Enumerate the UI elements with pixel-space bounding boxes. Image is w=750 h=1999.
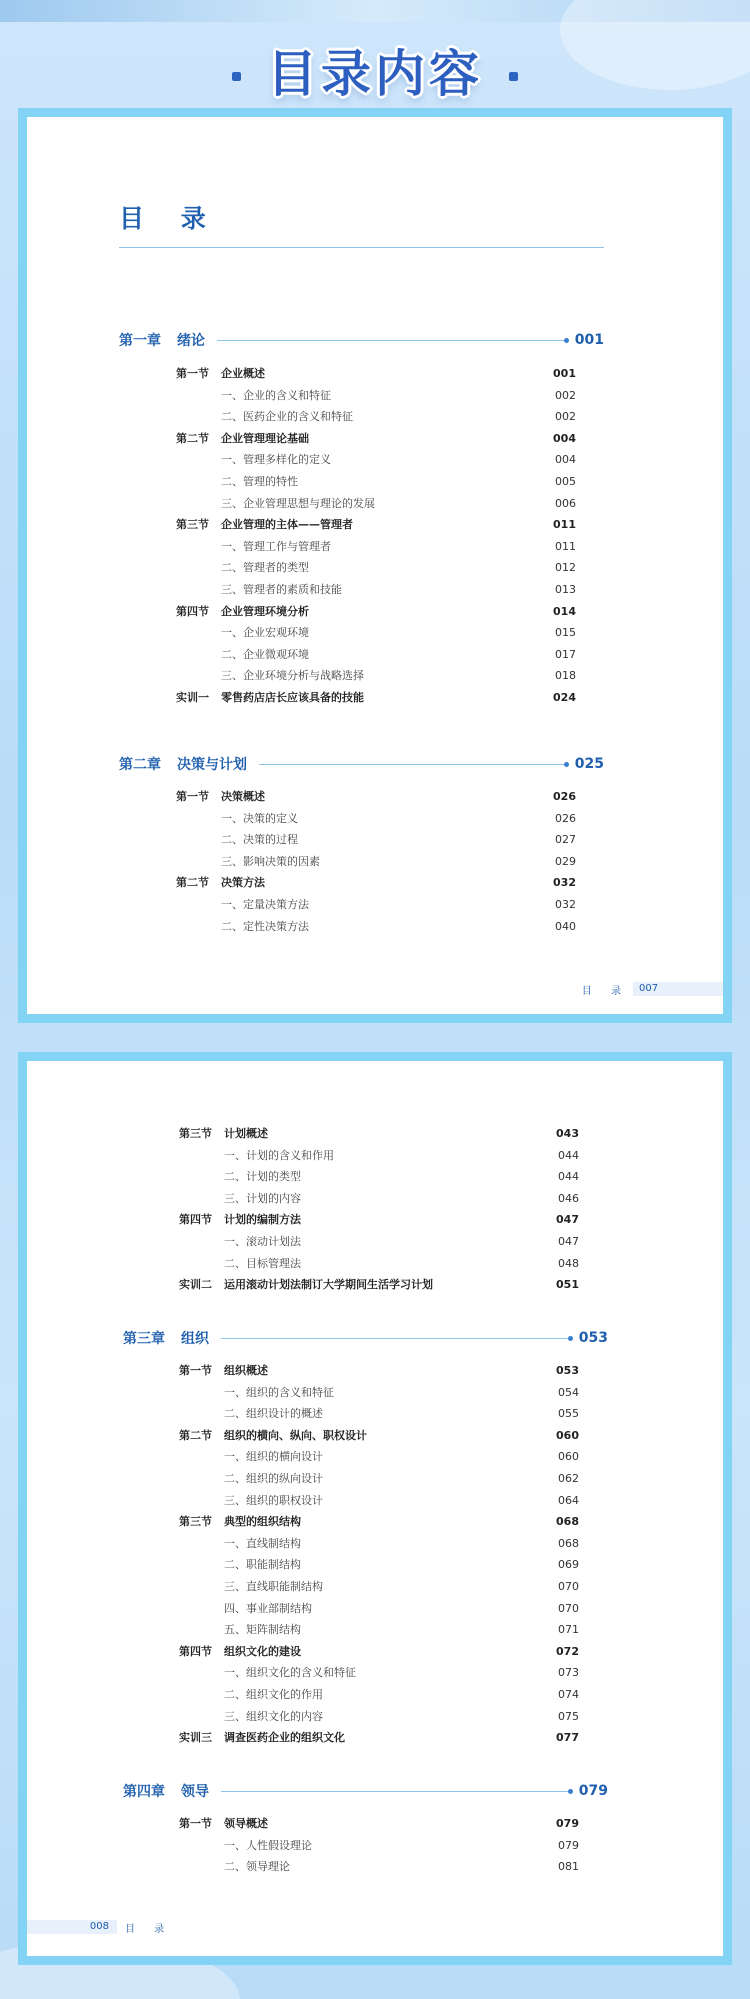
entry-title: 一、人性假设理论 bbox=[224, 1838, 312, 1852]
entry-title: 一、管理工作与管理者 bbox=[221, 539, 331, 553]
entry-list bbox=[179, 1813, 579, 1878]
entry-title: 四、事业部制结构 bbox=[224, 1601, 312, 1615]
footer-page-number: 008 bbox=[27, 1920, 117, 1934]
entry-list bbox=[179, 1360, 579, 1749]
entry-page-number: 015 bbox=[555, 626, 576, 640]
entry-page-number: 079 bbox=[556, 1817, 579, 1830]
chapter-leader-line bbox=[221, 1791, 568, 1792]
toc-subsection-row bbox=[176, 536, 576, 558]
toc-subsection-row bbox=[176, 579, 576, 601]
chapter-page-number: 053 bbox=[578, 1330, 608, 1346]
toc-section-row bbox=[176, 514, 576, 536]
toc-subsection-row bbox=[179, 1684, 579, 1706]
entry-page-number: 071 bbox=[558, 1623, 579, 1637]
entry-label: 第三节 bbox=[179, 1515, 212, 1529]
entry-page-number: 002 bbox=[555, 388, 576, 402]
entry-page-number: 062 bbox=[558, 1471, 579, 1485]
entry-title: 典型的组织结构 bbox=[224, 1515, 301, 1529]
toc-page-right bbox=[18, 1052, 732, 1965]
entry-title: 二、组织设计的概述 bbox=[224, 1407, 323, 1421]
entry-title: 三、影响决策的因素 bbox=[221, 854, 320, 868]
toc-subsection-row bbox=[179, 1662, 579, 1684]
entry-title: 一、企业宏观环境 bbox=[221, 626, 309, 640]
entry-title: 决策方法 bbox=[221, 876, 265, 890]
chapter-heading bbox=[119, 330, 604, 350]
chapter-heading bbox=[123, 1328, 608, 1348]
entry-title: 五、矩阵制结构 bbox=[224, 1623, 301, 1637]
entry-title: 组织的横向、纵向、职权设计 bbox=[224, 1428, 367, 1442]
entry-page-number: 048 bbox=[558, 1256, 579, 1270]
toc-section-row bbox=[176, 786, 576, 808]
toc-subsection-row bbox=[179, 1188, 579, 1210]
entry-title: 二、目标管理法 bbox=[224, 1256, 301, 1270]
entry-title: 调查医药企业的组织文化 bbox=[224, 1731, 345, 1745]
entry-label: 实训二 bbox=[179, 1278, 212, 1292]
chapter-page-number: 001 bbox=[574, 332, 604, 348]
entry-label: 第四节 bbox=[179, 1213, 212, 1227]
entry-title: 一、计划的含义和作用 bbox=[224, 1148, 334, 1162]
toc-subsection-row bbox=[179, 1166, 579, 1188]
entry-title: 二、企业微观环境 bbox=[221, 647, 309, 661]
entry-title: 零售药店店长应该具备的技能 bbox=[221, 690, 364, 704]
chapter-leader-dot bbox=[568, 1789, 573, 1794]
entry-page-number: 004 bbox=[553, 431, 576, 445]
toc-subsection-row bbox=[176, 665, 576, 687]
entry-title: 企业管理环境分析 bbox=[221, 604, 309, 618]
entry-title: 二、组织文化的作用 bbox=[224, 1687, 323, 1701]
toc-subsection-row bbox=[179, 1706, 579, 1728]
entry-page-number: 075 bbox=[558, 1709, 579, 1723]
footer-label: 目 录 bbox=[125, 1923, 173, 1935]
chapter-leader-line bbox=[221, 1338, 568, 1339]
toc-subsection-row bbox=[176, 851, 576, 873]
toc-page-left bbox=[18, 108, 732, 1023]
chapter-title: 领导 bbox=[181, 1784, 209, 1800]
toc-section-row bbox=[179, 1209, 579, 1231]
entry-title: 三、直线职能制结构 bbox=[224, 1579, 323, 1593]
entry-page-number: 047 bbox=[556, 1213, 579, 1227]
entry-title: 运用滚动计划法制订大学期间生活学习计划 bbox=[224, 1278, 433, 1292]
chapter-label: 第一章 bbox=[119, 333, 161, 349]
entry-label: 实训一 bbox=[176, 690, 209, 704]
toc-subsection-row bbox=[176, 471, 576, 493]
entry-page-number: 005 bbox=[555, 474, 576, 488]
entry-title: 领导概述 bbox=[224, 1817, 268, 1830]
footer-label: 目 录 bbox=[581, 985, 629, 997]
entry-title: 二、管理的特性 bbox=[221, 474, 298, 488]
page-footer bbox=[27, 1920, 172, 1934]
toc-section-row bbox=[176, 363, 576, 385]
entry-title: 三、组织文化的内容 bbox=[224, 1709, 323, 1723]
entry-label: 第二节 bbox=[176, 431, 209, 445]
entry-page-number: 043 bbox=[556, 1127, 579, 1140]
chapter-label: 第二章 bbox=[119, 757, 161, 773]
entry-page-number: 046 bbox=[558, 1191, 579, 1205]
entry-page-number: 079 bbox=[558, 1838, 579, 1852]
entry-page-number: 074 bbox=[558, 1687, 579, 1701]
toc-section-row bbox=[179, 1360, 579, 1382]
entry-title: 一、组织的含义和特征 bbox=[224, 1385, 334, 1399]
toc-subsection-row bbox=[176, 406, 576, 428]
toc-subsection-row bbox=[179, 1576, 579, 1598]
toc-subsection-row bbox=[176, 385, 576, 407]
toc-subsection-row bbox=[176, 644, 576, 666]
entry-page-number: 060 bbox=[558, 1450, 579, 1464]
entry-page-number: 017 bbox=[555, 647, 576, 661]
chapter-page-number: 079 bbox=[578, 1783, 608, 1799]
entry-page-number: 027 bbox=[555, 833, 576, 847]
toc-subsection-row bbox=[179, 1533, 579, 1555]
entry-page-number: 053 bbox=[556, 1364, 579, 1377]
entry-title: 三、组织的职权设计 bbox=[224, 1493, 323, 1507]
toc-subsection-row bbox=[179, 1619, 579, 1641]
entry-title: 计划概述 bbox=[224, 1127, 268, 1140]
toc-subsection-row bbox=[179, 1598, 579, 1620]
entry-page-number: 026 bbox=[553, 790, 576, 803]
entry-label: 第四节 bbox=[176, 604, 209, 618]
toc-subsection-row bbox=[176, 894, 576, 916]
entry-list bbox=[176, 786, 576, 937]
entry-page-number: 029 bbox=[555, 854, 576, 868]
chapter-leader-line bbox=[259, 764, 564, 765]
entry-title: 三、企业管理思想与理论的发展 bbox=[221, 496, 375, 510]
entry-page-number: 069 bbox=[558, 1558, 579, 1572]
toc-section-row bbox=[179, 1511, 579, 1533]
entry-page-number: 004 bbox=[555, 453, 576, 467]
toc-section-row bbox=[179, 1813, 579, 1835]
entry-label: 第一节 bbox=[179, 1817, 212, 1830]
entry-label: 第三节 bbox=[176, 518, 209, 532]
entry-title: 二、决策的过程 bbox=[221, 833, 298, 847]
entry-title: 企业管理的主体——管理者 bbox=[221, 518, 353, 532]
chapter-leader-dot bbox=[564, 762, 569, 767]
toc-subsection-row bbox=[176, 449, 576, 471]
entry-page-number: 011 bbox=[553, 518, 576, 532]
toc-section-row bbox=[179, 1274, 579, 1296]
toc-subsection-row bbox=[176, 493, 576, 515]
toc-subsection-row bbox=[179, 1403, 579, 1425]
chapter-leader-dot bbox=[568, 1336, 573, 1341]
entry-label: 第一节 bbox=[176, 790, 209, 803]
entry-page-number: 032 bbox=[553, 876, 576, 890]
chapter-title: 决策与计划 bbox=[177, 757, 247, 773]
toc-subsection-row bbox=[179, 1490, 579, 1512]
chapter-page-number: 025 bbox=[574, 756, 604, 772]
toc-section-row bbox=[179, 1123, 579, 1145]
entry-page-number: 081 bbox=[558, 1860, 579, 1874]
entry-page-number: 044 bbox=[558, 1170, 579, 1184]
entry-page-number: 070 bbox=[558, 1579, 579, 1593]
toc-section-row bbox=[179, 1641, 579, 1663]
toc-subsection-row bbox=[176, 808, 576, 830]
entry-label: 第四节 bbox=[179, 1644, 212, 1658]
entry-page-number: 013 bbox=[555, 582, 576, 596]
toc-subsection-row bbox=[179, 1554, 579, 1576]
toc-section-row bbox=[179, 1727, 579, 1749]
title-divider bbox=[119, 247, 604, 248]
entry-title: 三、企业环境分析与战略选择 bbox=[221, 669, 364, 683]
toc-subsection-row bbox=[176, 557, 576, 579]
toc-subsection-row bbox=[179, 1835, 579, 1857]
toc-subsection-row bbox=[179, 1382, 579, 1404]
entry-page-number: 060 bbox=[556, 1428, 579, 1442]
entry-title: 组织文化的建设 bbox=[224, 1644, 301, 1658]
entry-page-number: 040 bbox=[555, 919, 576, 933]
entry-title: 一、直线制结构 bbox=[224, 1536, 301, 1550]
toc-subsection-row bbox=[179, 1231, 579, 1253]
entry-list bbox=[179, 1123, 579, 1296]
entry-title: 一、决策的定义 bbox=[221, 811, 298, 825]
entry-page-number: 026 bbox=[555, 811, 576, 825]
entry-label: 第二节 bbox=[176, 876, 209, 890]
toc-subsection-row bbox=[179, 1856, 579, 1878]
chapter-label: 第三章 bbox=[123, 1331, 165, 1347]
entry-label: 第一节 bbox=[176, 367, 209, 380]
entry-title: 组织概述 bbox=[224, 1364, 268, 1377]
entry-label: 第二节 bbox=[179, 1428, 212, 1442]
entry-title: 计划的编制方法 bbox=[224, 1213, 301, 1227]
entry-list bbox=[176, 363, 576, 709]
entry-page-number: 072 bbox=[556, 1644, 579, 1658]
title-dot-right bbox=[509, 72, 518, 81]
chapter-heading bbox=[119, 754, 604, 774]
entry-page-number: 024 bbox=[553, 690, 576, 704]
entry-title: 一、组织的横向设计 bbox=[224, 1450, 323, 1464]
toc-subsection-row bbox=[179, 1446, 579, 1468]
chapter-leader-line bbox=[217, 340, 564, 341]
entry-title: 二、职能制结构 bbox=[224, 1558, 301, 1572]
toc-section-row bbox=[176, 687, 576, 709]
entry-title: 一、企业的含义和特征 bbox=[221, 388, 331, 402]
entry-label: 第一节 bbox=[179, 1364, 212, 1377]
toc-subsection-row bbox=[179, 1145, 579, 1167]
entry-title: 企业概述 bbox=[221, 367, 265, 380]
entry-title: 企业管理理论基础 bbox=[221, 431, 309, 445]
toc-subsection-row bbox=[179, 1253, 579, 1275]
toc-section-row bbox=[176, 872, 576, 894]
page-footer bbox=[582, 982, 723, 996]
entry-page-number: 055 bbox=[558, 1407, 579, 1421]
entry-label: 第三节 bbox=[179, 1127, 212, 1140]
chapter-label: 第四章 bbox=[123, 1784, 165, 1800]
entry-page-number: 011 bbox=[555, 539, 576, 553]
entry-page-number: 051 bbox=[556, 1278, 579, 1292]
entry-page-number: 070 bbox=[558, 1601, 579, 1615]
entry-title: 一、组织文化的含义和特征 bbox=[224, 1666, 356, 1680]
chapter-leader-dot bbox=[564, 338, 569, 343]
entry-title: 三、管理者的素质和技能 bbox=[221, 582, 342, 596]
entry-page-number: 068 bbox=[558, 1536, 579, 1550]
entry-page-number: 068 bbox=[556, 1515, 579, 1529]
page-header bbox=[0, 30, 750, 110]
footer-page-number: 007 bbox=[633, 982, 723, 996]
entry-title: 二、组织的纵向设计 bbox=[224, 1471, 323, 1485]
entry-title: 二、管理者的类型 bbox=[221, 561, 309, 575]
toc-section-row bbox=[176, 601, 576, 623]
entry-label: 实训三 bbox=[179, 1731, 212, 1745]
entry-title: 一、滚动计划法 bbox=[224, 1234, 301, 1248]
entry-title: 一、管理多样化的定义 bbox=[221, 453, 331, 467]
entry-title: 决策概述 bbox=[221, 790, 265, 803]
title-dot-left bbox=[232, 72, 241, 81]
entry-title: 二、领导理论 bbox=[224, 1860, 290, 1874]
toc-subsection-row bbox=[176, 622, 576, 644]
toc-subsection-row bbox=[176, 916, 576, 938]
entry-page-number: 002 bbox=[555, 410, 576, 424]
toc-title: 目 录 bbox=[119, 204, 220, 233]
toc-section-row bbox=[179, 1425, 579, 1447]
entry-title: 一、定量决策方法 bbox=[221, 897, 309, 911]
entry-title: 二、计划的类型 bbox=[224, 1170, 301, 1184]
entry-page-number: 047 bbox=[558, 1234, 579, 1248]
toc-subsection-row bbox=[176, 829, 576, 851]
entry-title: 二、医药企业的含义和特征 bbox=[221, 410, 353, 424]
entry-title: 三、计划的内容 bbox=[224, 1191, 301, 1205]
entry-page-number: 012 bbox=[555, 561, 576, 575]
entry-page-number: 044 bbox=[558, 1148, 579, 1162]
entry-page-number: 006 bbox=[555, 496, 576, 510]
entry-page-number: 018 bbox=[555, 669, 576, 683]
entry-page-number: 054 bbox=[558, 1385, 579, 1399]
entry-page-number: 077 bbox=[556, 1731, 579, 1745]
toc-section-row bbox=[176, 428, 576, 450]
header-title: 目录内容 bbox=[267, 45, 483, 103]
entry-title: 二、定性决策方法 bbox=[221, 919, 309, 933]
entry-page-number: 014 bbox=[553, 604, 576, 618]
entry-page-number: 064 bbox=[558, 1493, 579, 1507]
chapter-title: 绪论 bbox=[177, 333, 205, 349]
entry-page-number: 073 bbox=[558, 1666, 579, 1680]
chapter-heading bbox=[123, 1781, 608, 1801]
chapter-title: 组织 bbox=[181, 1331, 209, 1347]
toc-subsection-row bbox=[179, 1468, 579, 1490]
entry-page-number: 001 bbox=[553, 367, 576, 380]
entry-page-number: 032 bbox=[555, 897, 576, 911]
